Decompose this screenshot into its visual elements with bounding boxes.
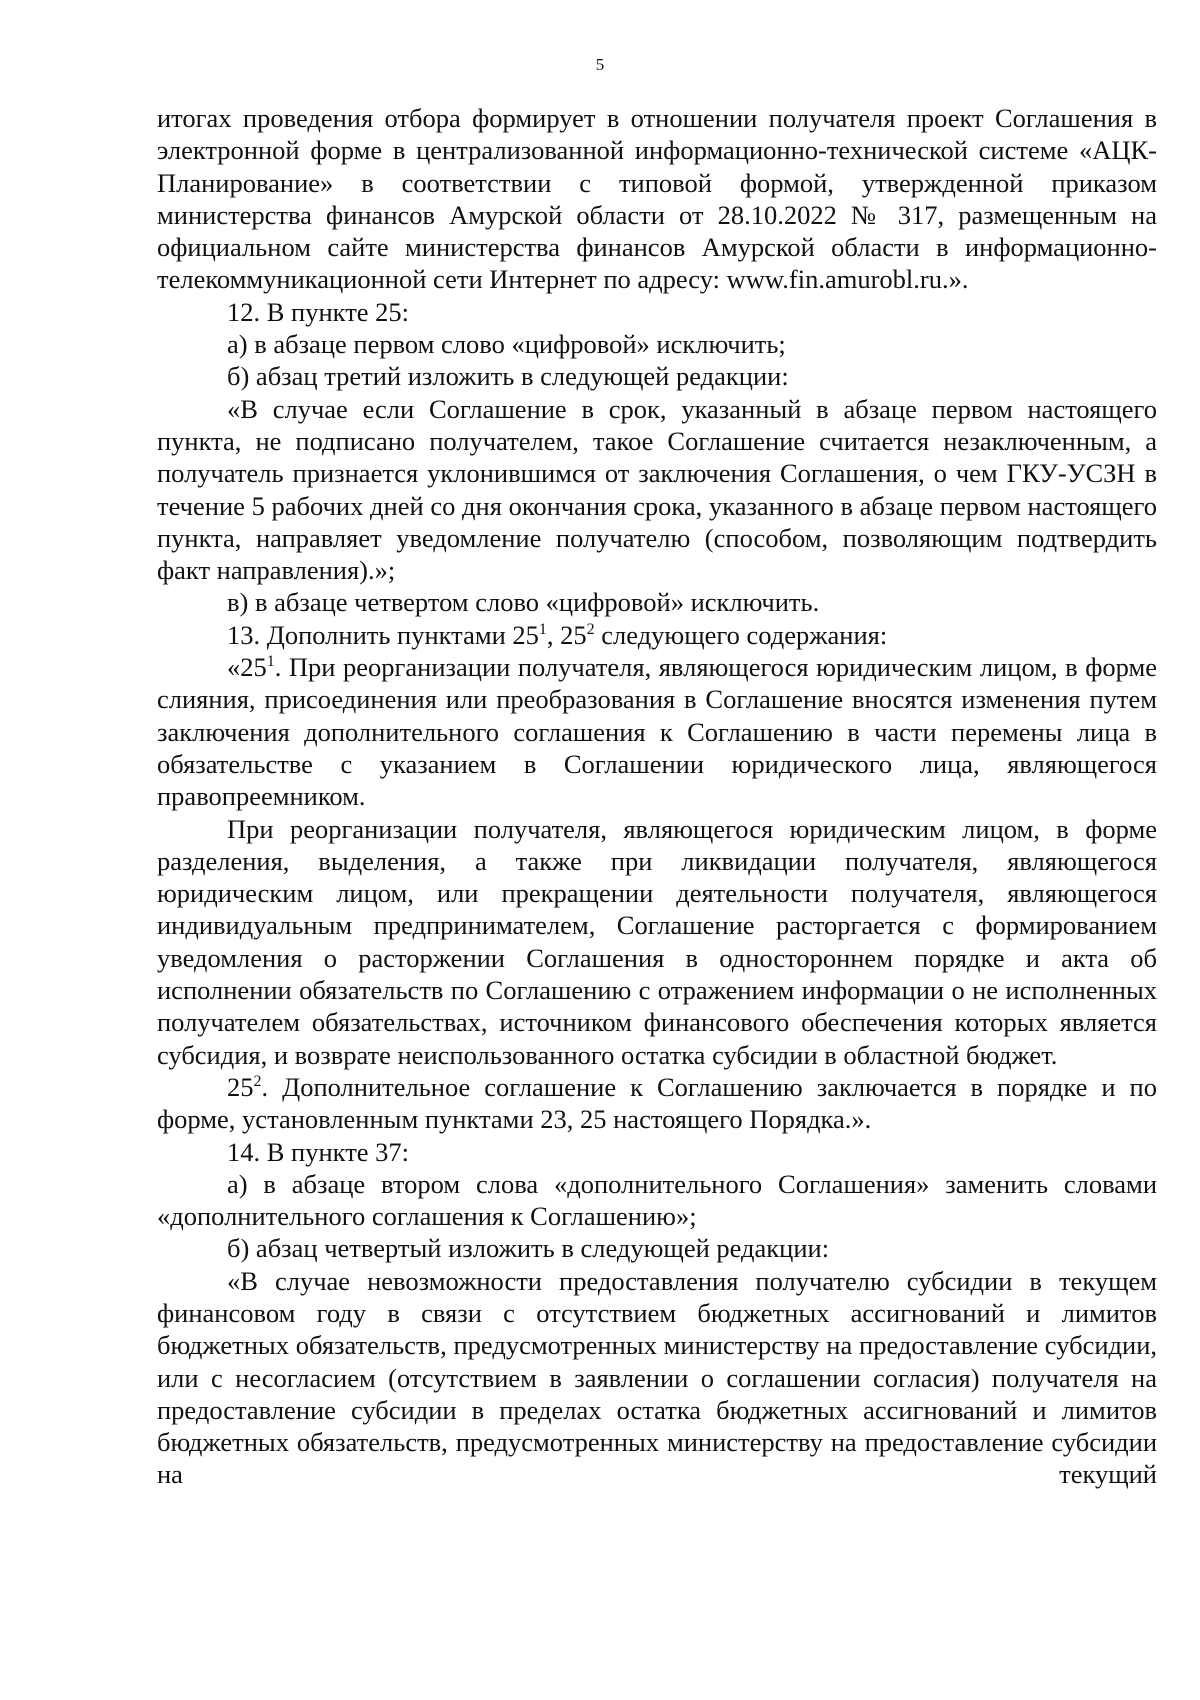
paragraph-reorganization-termination: При реорганизации получателя, являющегося юридическим лицом, в форме разделения, выделения, а также при ликвидации получателя, являющегося юридическим лицом, или прекращении деятельности получателя, являющегося индивидуальным предпринимателем, Соглашение расторгается с формированием уведомления о расторжении Соглашения в одностороннем порядке и акта об исполнении обязательств по Соглашению с отражением информации о не исполненных получателем обязательствах, источником финансового обеспечения которых является субсидия, и возврате неиспользованного остатка субсидии в областной бюджет. xyxy=(157,813,1157,1070)
document-body xyxy=(157,102,1157,1491)
paragraph-item-14b: б) абзац четвертый изложить в следующей редакции: xyxy=(227,1233,830,1264)
paragraph-item-12v: в) в абзаце четвертом слово «цифровой» исключить. xyxy=(227,587,820,618)
item-13-text-mid: , 25 xyxy=(546,619,587,650)
item-25-2-superscript: 2 xyxy=(253,1073,262,1091)
paragraph-item-13 xyxy=(157,619,1157,651)
item-13-superscript-2: 2 xyxy=(586,620,595,638)
paragraph-quote-unsigned-agreement: «В случае если Соглашение в срок, указанный в абзаце первом настоящего пункта, не подписано получателем, такое Соглашение считается незаключенным, а получатель признается уклонившимся от заключения Соглашения, о чем ГКУ-УСЗН в течение 5 рабочих дней со дня окончания срока, указанного в абзаце первом настоящего пункта, направляет уведомление получателю (способом, позволяющим подтвердить факт направления).»; xyxy=(157,393,1157,586)
item-25-1-text: . При реорганизации получателя, являющегося юридическим лицом, в форме слияния, присоединения или преобразования в Соглашение вносятся изменения путем заключения дополнительного соглашения к Соглашению в части перемены лица в обязательстве с указанием в Соглашении юридического лица, являющегося правопреемником. xyxy=(157,652,1157,812)
paragraph-item-25-2 xyxy=(157,1071,1157,1136)
paragraph-item-12a: а) в абзаце первом слово «цифровой» исключить; xyxy=(227,329,786,360)
paragraph-item-12: 12. В пункте 25: xyxy=(227,296,410,327)
page-number: 5 xyxy=(595,55,605,74)
item-25-1-number: «25 xyxy=(227,652,267,683)
item-13-text-after: следующего содержания: xyxy=(594,619,888,650)
paragraph-continuation-agreement-form: итогах проведения отбора формирует в отношении получателя проект Соглашения в электронной форме в централизованной информационно-технической системе «АЦК-Планирование» в соответствии с типовой формой, утвержденной приказом министерства финансов Амурской области от 28.10.2022 № 317, размещенным на официальном сайте министерства финансов Амурской области в информационно-телекоммуникационной сети Интернет по адресу: www.fin.amurobl.ru.». xyxy=(157,103,1157,295)
paragraph-item-14a: а) в абзаце втором слова «дополнительного Соглашения» заменить словами «дополнительного соглашения к Соглашению»; xyxy=(157,1168,1157,1232)
item-13-superscript-1: 1 xyxy=(538,620,547,638)
item-25-2-text: . Дополнительное соглашение к Соглашению заключается в порядке и по форме, установленным пунктами 23, 25 настоящего Порядка.». xyxy=(157,1071,1157,1135)
paragraph-item-14: 14. В пункте 37: xyxy=(227,1136,410,1167)
paragraph-item-12b: б) абзац третий изложить в следующей редакции: xyxy=(227,361,789,392)
item-13-text-before: 13. Дополнить пунктами 25 xyxy=(227,619,539,650)
paragraph-item-25-1 xyxy=(157,651,1157,812)
item-25-1-superscript: 1 xyxy=(266,653,275,671)
item-25-2-number: 25 xyxy=(227,1071,254,1102)
paragraph-quote-impossibility-subsidy: «В случае невозможности предоставления получателю субсидии в текущем финансовом году в связи с отсутствием бюджетных ассигнований и лимитов бюджетных обязательств, предусмотренных министерству на предоставление субсидии, или с несогласием (отсутствием в заявлении о соглашении согласия) получателя на предоставление субсидии в пределах остатка бюджетных ассигнований и лимитов бюджетных обязательств, предусмотренных министерству на предоставление субсидии на текущий xyxy=(157,1265,1157,1490)
